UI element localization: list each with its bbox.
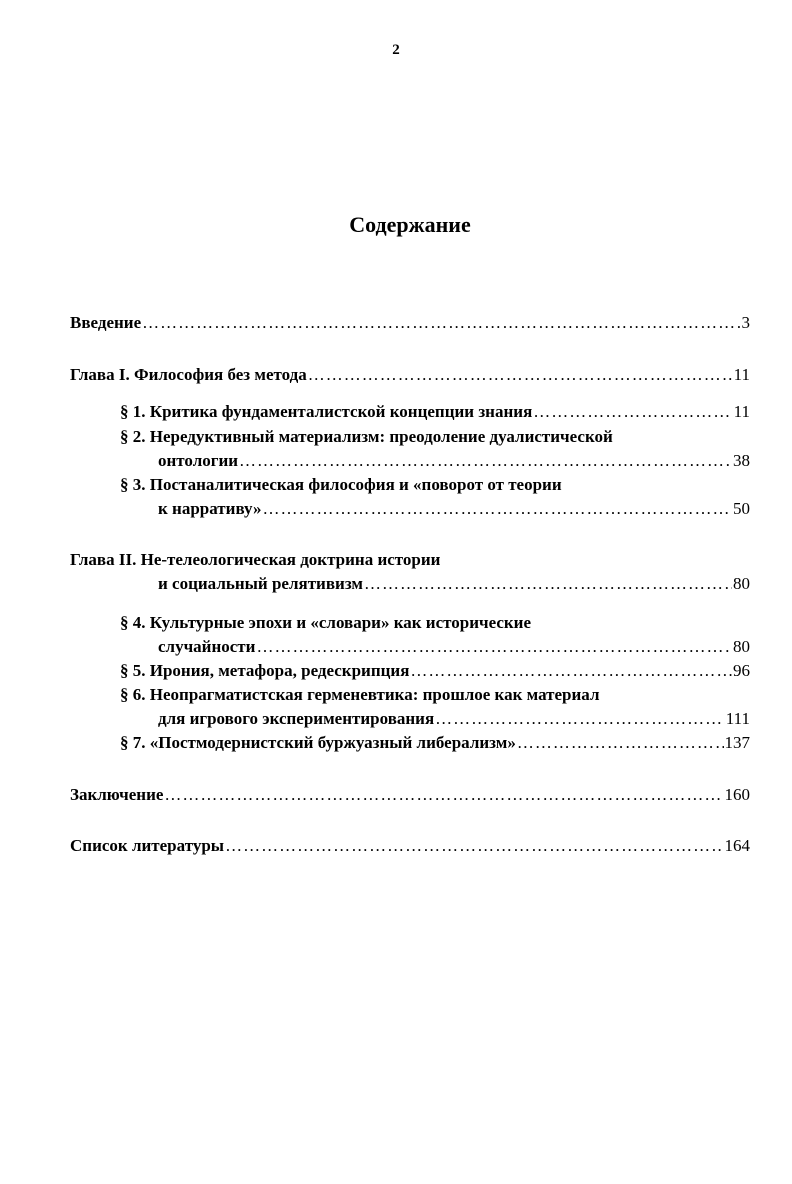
toc-entry-section-7 xyxy=(120,733,750,755)
toc-entry-text: § 5. Ирония, метафора, редескрипция xyxy=(120,661,410,680)
toc-entry-text: Заключение xyxy=(70,785,164,804)
leader-dots xyxy=(262,499,732,519)
toc-page-number: 111 xyxy=(725,709,750,728)
toc-entry-text: к нарративу» xyxy=(158,499,262,518)
toc-page-number: 96 xyxy=(733,661,750,680)
toc-entry-text: Список литературы xyxy=(70,836,225,855)
toc-page-number: 50 xyxy=(733,499,750,518)
leader-dots xyxy=(533,402,732,422)
toc-page-number: 164 xyxy=(724,836,750,855)
toc-page-number: 80 xyxy=(733,574,750,593)
toc-page-number: 38 xyxy=(733,451,750,470)
leader-dots xyxy=(435,709,725,729)
leader-dots xyxy=(517,733,724,753)
toc-entry-text: § 7. «Постмодернистский буржуазный либерализм» xyxy=(120,733,516,752)
leader-dots xyxy=(225,836,723,856)
toc-entry-section-6 xyxy=(158,709,750,731)
toc-entry-section-5 xyxy=(120,661,750,683)
toc-entry-text: и социальный релятивизм xyxy=(158,574,363,593)
leader-dots xyxy=(239,451,732,471)
leader-dots xyxy=(164,785,723,805)
toc-page-number: 160 xyxy=(724,785,750,804)
toc-page-number: 137 xyxy=(724,733,750,752)
toc-page-number: 3 xyxy=(741,313,750,332)
toc-entry-section-1 xyxy=(120,402,750,424)
toc-title: Содержание xyxy=(349,212,471,237)
toc-entry-chapter-1 xyxy=(70,365,750,387)
toc-entry-text: Введение xyxy=(70,313,142,332)
leader-dots xyxy=(308,365,733,385)
toc-entry-text: онтологии xyxy=(158,451,239,470)
page-number: 2 xyxy=(392,42,400,58)
toc-entry-text: случайности xyxy=(158,637,256,656)
toc-entry-text: Глава I. Философия без метода xyxy=(70,365,307,384)
leader-dots xyxy=(256,637,732,657)
toc-entry-text: § 1. Критика фундаменталистской концепции знания xyxy=(120,402,533,421)
toc-entry-text: для игрового экспериментирования xyxy=(158,709,435,728)
toc-entry-conclusion xyxy=(70,785,750,807)
toc-entry-section-2-line-1: § 2. Нередуктивный материализм: преодоление дуалистической xyxy=(120,427,613,446)
toc-entry-section-6-line-1: § 6. Неопрагматистская герменевтика: прошлое как материал xyxy=(120,685,600,704)
leader-dots xyxy=(364,574,732,594)
toc-entry-references xyxy=(70,836,750,858)
toc-entry-intro xyxy=(70,313,750,335)
toc-page-number: 80 xyxy=(733,637,750,656)
toc-entry-section-2 xyxy=(158,451,750,473)
toc-entry-section-3-line-1: § 3. Постаналитическая философия и «поворот от теории xyxy=(120,475,562,494)
toc-entry-chapter-2 xyxy=(158,574,750,596)
toc-entry-chapter-2-line-1: Глава II. Не-телеологическая доктрина истории xyxy=(70,550,441,569)
leader-dots xyxy=(410,661,732,681)
toc-entry-section-3 xyxy=(158,499,750,521)
leader-dots xyxy=(142,313,740,333)
toc-page-number: 11 xyxy=(733,365,750,384)
toc-entry-section-4 xyxy=(158,637,750,659)
toc-page-number: 11 xyxy=(733,402,750,421)
toc-entry-section-4-line-1: § 4. Культурные эпохи и «словари» как исторические xyxy=(120,613,532,632)
